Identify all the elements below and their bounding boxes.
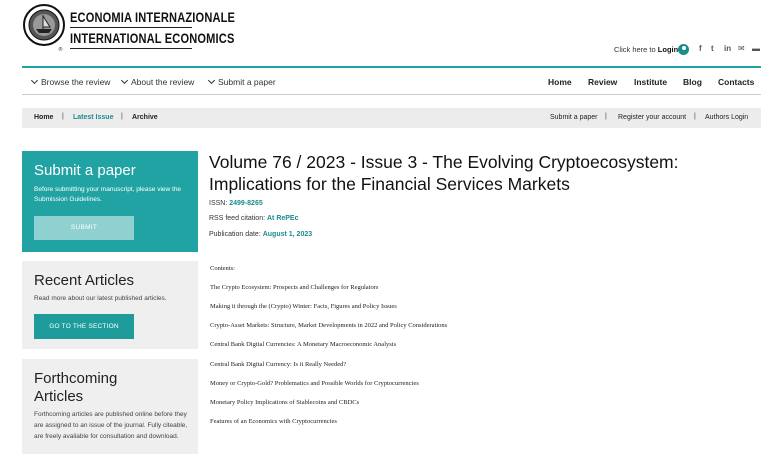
link-separator: | <box>694 113 696 120</box>
forthcoming-articles-card <box>22 359 198 454</box>
svg-text:®: ® <box>58 47 63 53</box>
publication-date-value: August 1, 2023 <box>262 231 313 238</box>
brand-underline <box>70 48 192 49</box>
nav-home[interactable]: Home <box>548 77 572 87</box>
rss-link[interactable]: At RePEc <box>266 215 299 222</box>
nav-contacts[interactable]: Contacts <box>718 77 755 87</box>
facebook-icon[interactable]: f <box>699 44 702 53</box>
recent-card-text: Read more about our latest published articles. <box>34 295 167 302</box>
main-nav <box>22 66 761 95</box>
go-to-section-button[interactable]: GO TO THE SECTION <box>34 314 134 339</box>
chevron-down-icon <box>121 77 128 84</box>
nav-review[interactable]: Review <box>588 77 618 87</box>
article-link[interactable]: Central Bank Digital Currencies: A Monetary Macroeconomic Analysis <box>210 341 397 348</box>
brand-name-english: INTERNATIONAL ECONOMICS <box>70 31 235 46</box>
submit-paper-card <box>22 151 198 252</box>
forthcoming-card-text: Forthcoming articles are published online before they are assigned to an issue of the journal. Fully citeable, are freely available for consultation and download. <box>34 411 188 440</box>
chevron-down-icon <box>208 77 215 84</box>
contents-label: Contents: <box>210 265 235 272</box>
brand-divider <box>70 27 192 28</box>
breadcrumb-archive[interactable]: Archive <box>132 114 158 121</box>
page-title: Volume 76 / 2023 - Issue 3 - The Evolving Cryptoecosystem: Implications for the Financial Services Markets <box>209 152 679 194</box>
top-link-submit-paper[interactable]: Submit a paper <box>550 114 598 121</box>
submit-card-text: Before submitting your manuscript, please view the Submission Guidelines. <box>34 186 182 203</box>
login-prefix: Click here to <box>614 45 656 54</box>
youtube-icon[interactable]: ▬ <box>752 44 760 53</box>
email-icon[interactable]: ✉ <box>738 44 745 53</box>
nav-blog[interactable]: Blog <box>683 77 702 87</box>
top-link-register[interactable]: Register your account <box>618 114 687 121</box>
linkedin-icon[interactable]: in <box>724 44 732 53</box>
article-link[interactable]: Central Bank Digital Currency: Is it Really Needed? <box>210 361 347 368</box>
article-link[interactable]: Features of an Economics with Cryptocurrencies <box>210 418 337 425</box>
issn-label: ISSN: <box>209 200 228 207</box>
submit-card-title: Submit a paper <box>34 162 136 179</box>
chevron-down-icon <box>31 77 38 84</box>
link-separator: | <box>605 113 607 120</box>
recent-articles-card <box>22 261 198 349</box>
rss-line <box>209 215 299 222</box>
site-header <box>0 0 768 66</box>
login-link[interactable] <box>614 45 678 54</box>
journal-logo-icon[interactable] <box>22 3 66 55</box>
brand-name-italian: ECONOMIA INTERNAZIONALE <box>70 10 236 25</box>
recent-card-title: Recent Articles <box>34 272 135 289</box>
breadcrumb-separator: | <box>62 113 64 120</box>
login-label[interactable]: Login <box>657 45 679 54</box>
article-link[interactable]: The Crypto Ecosystem: Prospects and Challenges for Regulators <box>210 284 379 291</box>
issn-value: 2499-8265 <box>229 200 263 207</box>
publication-date-label: Publication date: <box>209 231 261 238</box>
issn-line <box>209 200 263 207</box>
nav-about-review[interactable] <box>122 77 194 87</box>
article-link[interactable]: Making it through the (Crypto) Winter: Facts, Figures and Policy Issues <box>210 303 397 310</box>
article-link[interactable]: Monetary Policy Implications of Stablecoins and CBDCs <box>210 399 360 406</box>
submit-button[interactable]: SUBMIT <box>34 216 134 240</box>
nav-institute[interactable]: Institute <box>634 77 668 87</box>
rss-label: RSS feed citation: <box>209 215 266 222</box>
twitter-icon[interactable]: t <box>711 44 714 53</box>
user-icon[interactable] <box>678 44 689 55</box>
article-link[interactable]: Money or Crypto-Gold? Problematics and Possible Worlds for Cryptocurrencies <box>210 380 419 387</box>
nav-browse-review[interactable] <box>32 77 110 87</box>
breadcrumb-home[interactable]: Home <box>34 114 54 121</box>
nav-submit-paper[interactable] <box>209 77 276 87</box>
publication-date-line <box>209 231 312 238</box>
forthcoming-card-title: Forthcoming Articles <box>34 370 118 405</box>
article-link[interactable]: Crypto-Asset Markets: Structure, Market Developments in 2022 and Policy Considerations <box>210 322 448 329</box>
top-link-authors-login[interactable]: Authors Login <box>705 114 749 121</box>
nav-submit-paper-label: Submit a paper <box>218 77 276 87</box>
breadcrumb <box>22 108 761 128</box>
nav-about-review-label: About the review <box>131 77 195 87</box>
breadcrumb-latest-issue[interactable]: Latest Issue <box>73 114 114 121</box>
breadcrumb-separator: | <box>121 113 123 120</box>
nav-browse-review-label: Browse the review <box>41 77 111 87</box>
